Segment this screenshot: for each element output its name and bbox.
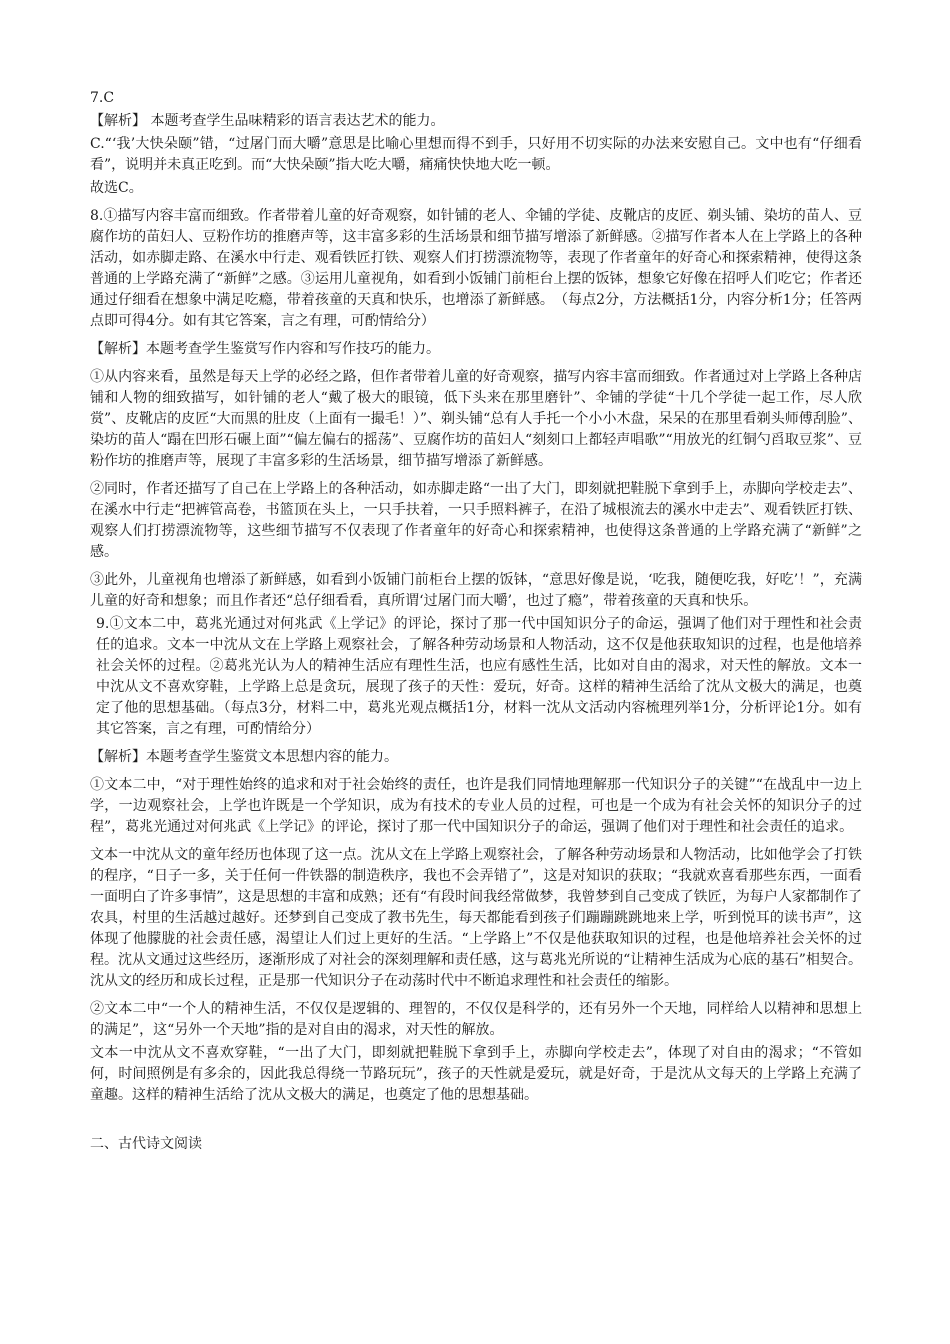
section-heading: 二、古代诗文阅读 — [90, 1136, 202, 1152]
q7-analysis-heading: 【解析】 本题考查学生品味精彩的语言表达艺术的能力。 — [90, 113, 445, 129]
q9-paragraph-3: ②文本二中“一个人的精神生活，不仅仅是逻辑的、理智的，不仅仅是科学的，还有另外一个天地，同样给人以精神和思想上的满足”，这“另外一个天地”指的是对自由的渴求，对天性的解放。 — [90, 1001, 862, 1038]
q9-analysis-heading: 【解析】本题考查学生鉴赏文本思想内容的能力。 — [90, 749, 398, 765]
q9-paragraph-4: 文本一中沈从文不喜欢穿鞋，“一出了大门，即刻就把鞋脱下拿到手上，赤脚向学校走去”，体现了对自由的渴求；“不管如何，时间照例是有多余的，因此我总得绕一节路玩玩”，孩子的天性就是爱玩，就是好奇，于是沈从文每天的上学路上充满了童趣。这样的精神生活给了沈从文极大的满足，也奠定了他的思想基础。 — [90, 1045, 862, 1103]
q7-body: C.“‘我’大快朵颐”错，“过屠门而大嚼”意思是比喻心里想而得不到手，只好用不切实际的办法来安慰自己。文中也有“仔细看看”，说明并未真正吃到。而“大快朵颐”指大吃大嚼，痛痛快快地大吃一顿。 — [90, 136, 862, 173]
q9-answer: 9.①文本二中，葛兆光通过对何兆武《上学记》的评论，探讨了那一代中国知识分子的命运，强调了他们对于理性和社会责任的追求。文本一中沈从文在上学路上观察社会，了解各种劳动场景和人物活动，这不仅是他获取知识的过程，也是他培养社会关怀的过程。②葛兆光认为人的精神生活应有理性生活，也应有感性生活，比如对自由的渴求，对天性的解放。文本一中沈从文不喜欢穿鞋，上学路上总是贪玩，展现了孩子的天性：爱玩，好奇。这样的精神生活给了沈从文极大的满足，也奠定了他的思想基础。（每点3分，材料二中，葛兆光观点概括1分，材料一沈从文活动内容梳理列举1分，分析评论1分。如有其它答案，言之有理，可酌情给分） — [96, 616, 862, 737]
q9-paragraph-1: ①文本二中，“对于理性始终的追求和对于社会始终的责任，也许是我们同情地理解那一代知识分子的关键”“在战乱中一边上学，一边观察社会，上学也许既是一个学知识，成为有技术的专业人员的过程，可也是一个成为有社会关怀的知识分子的过程”，葛兆光通过对何兆武《上学记》的评论，探讨了那一代中国知识分子的命运，强调了他们对于理性和社会责任的追求。 — [90, 777, 862, 835]
q8-answer: 8.①描写内容丰富而细致。作者带着儿童的好奇观察，如针铺的老人、伞铺的学徒、皮靴店的皮匠、剃头铺、染坊的苗人、豆腐作坊的苗妇人、豆粉作坊的推磨声等，这丰富多彩的生活场景和细节描写增添了新鲜感。②描写作者本人在上学路上的各种活动，如赤脚走路、在溪水中行走、观看铁匠打铁、观察人们打捞漂流物等，表现了作者童年的好奇心和探索精神，使得这条普通的上学路充满了“新鲜”之感。③运用儿童视角，如看到小饭铺门前柜台上摆的饭钵，想象它好像在招呼人们吃它；作者还通过仔细看在想象中满足吃瘾，带着孩童的天真和快乐，也增添了新鲜感。 （每点2分，方法概括1分，内容分析1分；任答两点即可得4分。如有其它答案，言之有理，可酌情给分） — [90, 208, 862, 329]
q8-paragraph-2: ②同时，作者还描写了自己在上学路上的各种活动，如赤脚走路“一出了大门，即刻就把鞋脱下拿到手上，赤脚向学校走去”、在溪水中行走“把裤管高卷，书篮顶在头上，一只手扶着，一只手照料裤子，在沿了城根流去的溪水中走去”、观看铁匠打铁、观察人们打捞漂流物等，这些细节描写不仅表现了作者童年的好奇心和探索精神，也使得这条普通的上学路充满了“新鲜”之感。 — [90, 481, 862, 560]
q7-conclusion: 故选C。 — [90, 180, 143, 196]
answer-content — [90, 88, 862, 1157]
q8-analysis-heading: 【解析】本题考查学生鉴赏写作内容和写作技巧的能力。 — [90, 341, 440, 357]
q7-answer: 7.C — [90, 90, 115, 106]
q9-paragraph-2: 文本一中沈从文的童年经历也体现了这一点。沈从文在上学路上观察社会，了解各种劳动场景和人物活动，比如他学会了打铁的程序，“日子一多，关于任何一件铁器的制造秩序，我也不会弄错了”，这是对知识的获取；“我就欢喜看那些东西，一面看一面明白了许多事情”，这是思想的丰富和成熟；还有“有段时间我经常做梦，我曾梦到自己变成了铁匠，为每户人家都制作了农具，村里的生活越过越好。还梦到自己变成了教书先生，每天都能看到孩子们蹦蹦跳跳地来上学，听到悦耳的读书声”，这体现了他朦胧的社会责任感，渴望让人们过上更好的生活。“上学路上”不仅是他获取知识的过程，也是他培养社会关怀的过程。沈从文通过这些经历，逐渐形成了对社会的深刻理解和责任感，这与葛兆光所说的“让精神生活成为心底的基石”相契合。沈从文的经历和成长过程，正是那一代知识分子在动荡时代中不断追求理性和社会责任的缩影。 — [90, 847, 862, 989]
q8-paragraph-1: ①从内容来看，虽然是每天上学的必经之路，但作者带着儿童的好奇观察，描写内容丰富而细致。作者通过对上学路上各种店铺和人物的细致描写，如针铺的老人“戴了极大的眼镜，低下头来在那里磨针”、伞铺的学徒“十几个学徒一起工作，尽人欣赏”、皮靴店的皮匠“大而黑的肚皮（上面有一撮毛！）”、剃头铺“总有人手托一个小小木盘，呆呆的在那里看剃头师傅刮脸”、染坊的苗人“蹋在凹形石碾上面”“偏左偏右的摇荡”、豆腐作坊的苗妇人“刻刻口上都轻声唱歌”“用放光的红铜勺舀取豆浆”、豆粉作坊的推磨声等，展现了丰富多彩的生活场景，细节描写增添了新鲜感。 — [90, 369, 862, 469]
q8-paragraph-3: ③此外，儿童视角也增添了新鲜感，如看到小饭铺门前柜台上摆的饭钵，“意思好像是说，‘吃我，随便吃我，好吃’！”，充满儿童的好奇和想象；而且作者还“总仔细看看，真所谓‘过屠门而大嚼’，也过了瘾”，带着孩童的天真和快乐。 — [90, 572, 862, 609]
